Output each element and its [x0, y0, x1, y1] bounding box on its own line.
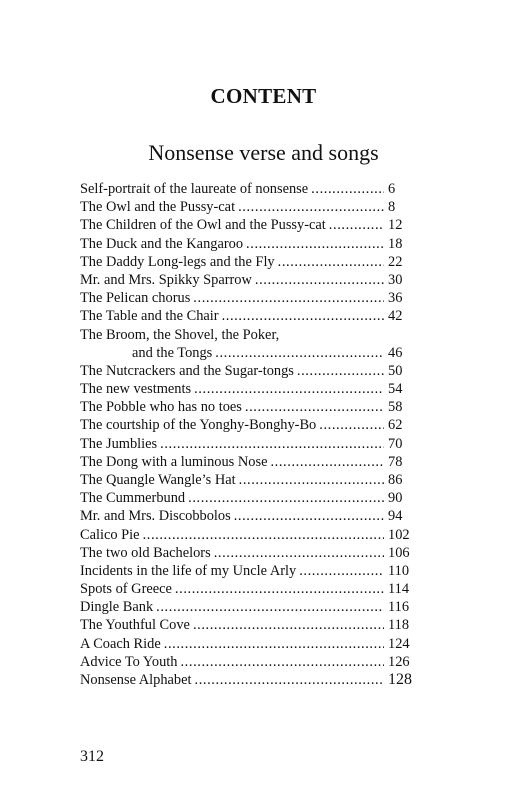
toc-entry-page: 128 — [388, 671, 412, 689]
page-number: 312 — [80, 748, 104, 765]
toc-entry — [80, 453, 420, 471]
toc-entry — [80, 198, 420, 216]
toc-entry-page: 36 — [388, 290, 403, 307]
toc-entry — [80, 216, 420, 234]
toc-leader-dots — [239, 471, 384, 489]
toc-entry-page: 90 — [388, 490, 403, 507]
toc-entry — [80, 180, 420, 198]
toc-leader-dots — [234, 507, 384, 525]
toc-entry-title: Nonsense Alphabet — [80, 672, 192, 689]
section-title: Nonsense verse and songs — [148, 140, 379, 165]
toc-leader-dots — [214, 544, 384, 562]
toc-entry — [80, 326, 420, 344]
toc-leader-dots — [164, 635, 384, 653]
table-of-contents — [80, 180, 420, 689]
toc-entry — [80, 526, 420, 544]
toc-entry-page: 78 — [388, 453, 403, 470]
toc-entry-continuation — [80, 344, 420, 362]
toc-entry-title: The courtship of the Yonghy-Bonghy-Bo — [80, 417, 317, 434]
toc-leader-dots — [160, 435, 384, 453]
toc-leader-dots — [299, 562, 384, 580]
toc-leader-dots — [175, 580, 384, 598]
toc-entry-title: The Pobble who has no toes — [80, 399, 242, 416]
toc-entry — [80, 271, 420, 289]
toc-entry-title: The new vestments — [80, 381, 192, 398]
toc-leader-dots — [193, 616, 384, 634]
toc-entry-page: 116 — [388, 599, 410, 616]
toc-entry-title: The Duck and the Kangaroo — [80, 235, 244, 252]
toc-entry-page: 94 — [388, 508, 403, 525]
toc-entry — [80, 635, 420, 653]
toc-leader-dots — [329, 216, 384, 234]
toc-leader-dots — [278, 253, 384, 271]
toc-entry — [80, 307, 420, 325]
toc-entry — [80, 544, 420, 562]
toc-entry — [80, 671, 420, 689]
toc-entry-page: 102 — [388, 526, 410, 543]
toc-leader-dots — [311, 180, 384, 198]
toc-leader-dots — [245, 398, 384, 416]
toc-entry-title: The Quangle Wangle’s Hat — [80, 471, 236, 488]
toc-entry-page: 22 — [388, 253, 403, 270]
toc-entry — [80, 471, 420, 489]
toc-entry-title: The Dong with a luminous Nose — [80, 453, 268, 470]
toc-entry-page: 42 — [388, 308, 403, 325]
toc-entry — [80, 253, 420, 271]
toc-entry-title: Advice To Youth — [80, 653, 178, 670]
toc-leader-dots — [143, 526, 384, 544]
toc-entry-title: The Jumblies — [80, 435, 158, 452]
toc-entry — [80, 653, 420, 671]
toc-entry-page: 70 — [388, 435, 403, 452]
toc-entry-title: Dingle Bank — [80, 599, 154, 616]
toc-entry-title: The Broom, the Shovel, the Poker, — [80, 326, 280, 343]
toc-entry-title: A Coach Ride — [80, 635, 161, 652]
toc-entry-title: The Children of the Owl and the Pussy-cat — [80, 217, 326, 234]
toc-entry — [80, 380, 420, 398]
toc-entry — [80, 289, 420, 307]
toc-entry — [80, 507, 420, 525]
toc-leader-dots — [270, 453, 384, 471]
toc-leader-dots — [215, 344, 384, 362]
toc-entry-title: and the Tongs — [132, 344, 213, 361]
toc-entry-title: The Daddy Long-legs and the Fly — [80, 253, 275, 270]
toc-entry-page: 124 — [388, 635, 410, 652]
toc-entry-page: 86 — [388, 471, 403, 488]
toc-entry-page: 62 — [388, 417, 403, 434]
toc-entry-page: 54 — [388, 381, 403, 398]
toc-entry — [80, 580, 420, 598]
toc-leader-dots — [319, 416, 384, 434]
toc-leader-dots — [238, 198, 384, 216]
toc-entry-title: Calico Pie — [80, 526, 140, 543]
toc-entry-title: The Nutcrackers and the Sugar-tongs — [80, 362, 294, 379]
toc-leader-dots — [193, 289, 384, 307]
toc-entry-title: The Owl and the Pussy-cat — [80, 199, 236, 216]
toc-entry — [80, 362, 420, 380]
toc-entry — [80, 435, 420, 453]
toc-entry-page: 58 — [388, 399, 403, 416]
toc-entry — [80, 235, 420, 253]
toc-leader-dots — [195, 671, 384, 689]
toc-entry-title: The Cummerbund — [80, 490, 186, 507]
toc-entry-page: 30 — [388, 271, 403, 288]
toc-leader-dots — [222, 307, 384, 325]
toc-entry-title: The Pelican chorus — [80, 290, 191, 307]
toc-entry-title: The two old Bachelors — [80, 544, 211, 561]
toc-entry-title: Mr. and Mrs. Spikky Sparrow — [80, 271, 252, 288]
toc-leader-dots — [246, 235, 384, 253]
toc-entry-title: The Table and the Chair — [80, 308, 219, 325]
toc-entry-title: Self-portrait of the laureate of nonsense — [80, 180, 309, 197]
toc-entry-page: 50 — [388, 362, 403, 379]
toc-entry-page: 110 — [388, 562, 410, 579]
toc-entry — [80, 489, 420, 507]
toc-entry-title: Spots of Greece — [80, 581, 172, 598]
toc-entry-page: 12 — [388, 217, 403, 234]
toc-entry — [80, 617, 420, 635]
toc-entry — [80, 416, 420, 434]
toc-entry-page: 46 — [388, 344, 403, 361]
toc-leader-dots — [180, 653, 384, 671]
toc-leader-dots — [188, 489, 384, 507]
page-heading: CONTENT — [210, 84, 317, 108]
toc-entry — [80, 562, 420, 580]
toc-entry-title: The Youthful Cove — [80, 617, 190, 634]
toc-entry — [80, 398, 420, 416]
toc-entry-page: 126 — [388, 653, 410, 670]
toc-leader-dots — [156, 598, 384, 616]
toc-entry-title: Mr. and Mrs. Discobbolos — [80, 508, 231, 525]
toc-entry-page: 6 — [388, 180, 396, 197]
toc-leader-dots — [297, 362, 384, 380]
toc-entry-page: 114 — [388, 581, 410, 598]
toc-entry — [80, 598, 420, 616]
toc-entry-title: Incidents in the life of my Uncle Arly — [80, 562, 297, 579]
toc-entry-page: 118 — [388, 617, 410, 634]
toc-leader-dots — [255, 271, 384, 289]
toc-leader-dots — [194, 380, 384, 398]
toc-entry-page: 8 — [388, 199, 396, 216]
toc-entry-page: 106 — [388, 544, 410, 561]
toc-entry-page: 18 — [388, 235, 403, 252]
